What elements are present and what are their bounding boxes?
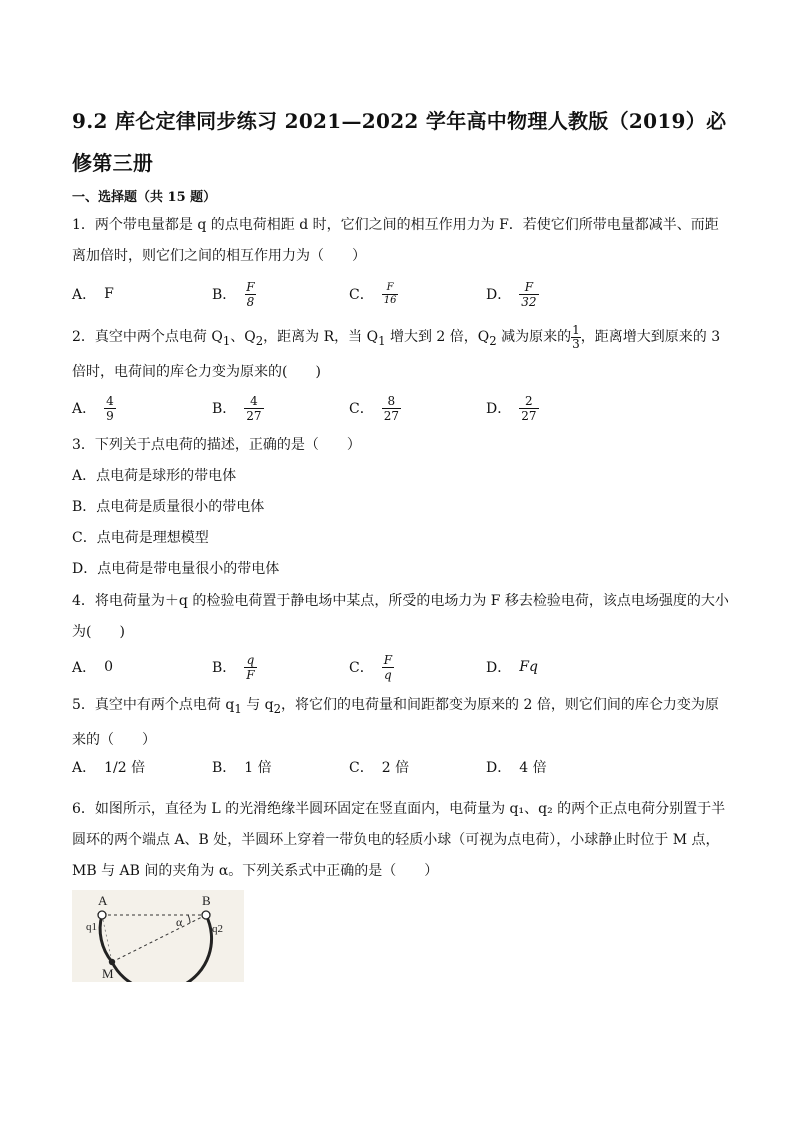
fraction: $\frac{2}{27}$: [521, 393, 537, 423]
option-b: B． $\frac{4}{27}$: [212, 393, 262, 423]
option-a: A．点电荷是球形的带电体: [72, 468, 237, 484]
charge-b: [202, 911, 210, 919]
option-d: D． 4 倍: [486, 760, 547, 776]
charge-a: [98, 911, 106, 919]
label-q2: q2: [212, 923, 223, 935]
option-c: C．点电荷是理想模型: [72, 530, 209, 546]
option-a: A． F: [72, 286, 114, 303]
option-a: A． 0: [72, 659, 114, 676]
section-heading: 一、选择题（共 15 题）: [72, 190, 217, 205]
fraction: $\frac{4}{27}$: [246, 393, 262, 423]
option-c: C． $\frac{F}{16}$: [349, 281, 397, 306]
fraction: $\frac{F}{q}$: [383, 652, 393, 682]
question-1-stem: 1．两个带电量都是 q 的点电荷相距 d 时，它们之间的相互作用力为 F．若使它们所带电量都减半、而距离加倍时，则它们之间的相互作用力为（ ）: [72, 217, 719, 264]
option-c: C． 2 倍: [349, 760, 410, 776]
label-m: M: [102, 966, 114, 981]
option-d: D． Fq: [486, 659, 538, 676]
option-b: B． 1 倍: [212, 760, 272, 776]
fraction: $\frac{F}{8}$: [246, 279, 255, 309]
question-2-stem: 2．真空中两个点电荷 $Q_1$、$Q_2$，距离为 R，当 $Q_1$ 增大到 2 倍，$Q_2$ 减为原来的 $\frac{1}{3}$ ，距离增大到原来的 3 倍时，电荷间的库仑力变为原来的( ): [72, 322, 721, 380]
option-c: C． $\frac{F}{q}$: [349, 652, 393, 682]
option-c: C． $\frac{8}{27}$: [349, 393, 399, 423]
option-a: A． 1/2 倍: [72, 760, 146, 776]
fraction: $\frac{F}{32}$: [521, 279, 537, 309]
label-b: B: [202, 893, 211, 908]
question-4-options: [72, 650, 732, 684]
option-d: D． $\frac{F}{32}$: [486, 279, 537, 309]
option-d: D．点电荷是带电量很小的带电体: [72, 561, 280, 577]
fraction: $\frac{F}{16}$: [383, 281, 397, 306]
ball-m: [109, 959, 115, 965]
page-title: 9.2 库仑定律同步练习 2021—2022 学年高中物理人教版（2019）必修第三册: [72, 109, 727, 175]
fraction: $\frac{8}{27}$: [383, 393, 399, 423]
label-q1: q1: [86, 921, 97, 933]
question-4-stem: 4．将电荷量为＋q 的检验电荷置于静电场中某点，所受的电场力为 F 移去检验电荷，该点电场强度的大小为( ): [72, 593, 729, 640]
label-alpha: α: [176, 915, 183, 929]
question-1-options: [72, 277, 732, 311]
question-5-options: [72, 750, 732, 784]
option-d: D． $\frac{2}{27}$: [486, 393, 537, 423]
question-6-stem: 6．如图所示，直径为 L 的光滑绝缘半圆环固定在竖直面内，电荷量为 q₁、q₂ 的两个正点电荷分别置于半圆环的两个端点 A、B 处，半圆环上穿着一带负电的轻质小球（可视为点电荷），小球静止时位于 M 点，MB 与 AB 间的夹角为 α。下列关系式中正确的是（ ）: [72, 801, 726, 879]
question-3-stem: 3．下列关于点电荷的描述，正确的是（ ）: [72, 437, 361, 453]
fraction: $\frac{4}{9}$: [106, 393, 114, 423]
option-b: B． $\frac{F}{8}$: [212, 279, 255, 309]
option-a: A． $\frac{4}{9}$: [72, 393, 114, 423]
option-b: B．点电荷是质量很小的带电体: [72, 499, 265, 515]
question-2-options: [72, 391, 732, 425]
fraction: $\frac{q}{F}$: [246, 652, 255, 682]
semicircle-figure: [72, 890, 244, 982]
question-5-stem: 5．真空中有两个点电荷 $q_1$ 与 $q_2$，将它们的电荷量和间距都变为原来的 2 倍，则它们间的库仑力变为原来的（ ）: [72, 697, 719, 748]
fraction: $\frac{1}{3}$: [572, 322, 580, 351]
label-a: A: [98, 893, 108, 908]
option-b: B． $\frac{q}{F}$: [212, 652, 255, 682]
